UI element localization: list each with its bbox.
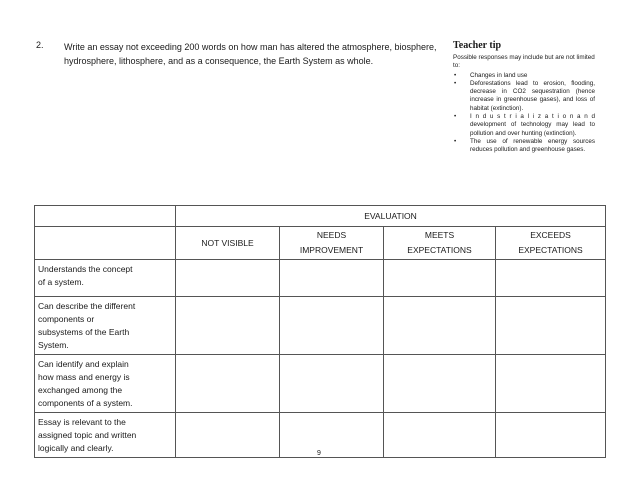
criterion-line: how mass and energy is [38,372,130,382]
rating-cell[interactable] [280,355,384,413]
rating-cell[interactable] [496,355,606,413]
criterion-line: subsystems of the Earth [38,327,130,337]
criterion-cell [35,260,176,297]
bullet-icon: • [454,137,457,145]
criterion-line: Can identify and explain [38,359,129,369]
column-exceeds-expectations [496,227,606,260]
column-label-line2: EXPECTATIONS [518,245,583,255]
evaluation-heading-row [35,206,606,227]
column-not-visible [176,227,280,260]
empty-corner-cell [35,206,176,227]
column-label-line1: NEEDS [316,230,347,240]
column-meets-expectations [384,227,496,260]
criterion-line: System. [38,340,69,350]
rating-cell[interactable] [496,260,606,297]
evaluation-heading: EVALUATION [176,206,606,227]
bullet-icon: • [454,79,457,87]
criterion-line: assigned topic and written [38,430,137,440]
bullet-icon: • [454,71,457,79]
rating-columns-row [35,227,606,260]
tip-item [453,72,595,80]
column-label-line1: EXCEEDS [530,230,571,240]
rating-cell[interactable] [176,297,280,355]
tip-item [453,138,595,155]
criterion-line: of a system. [38,277,84,287]
question-text: Write an essay not exceeding 200 words on how man has altered the atmosphere, biosphere, hydrosphere, lithosphere, and as a consequence, the Earth System as whole. [64,42,437,66]
criterion-line: exchanged among the [38,385,123,395]
rating-cell[interactable] [384,297,496,355]
criterion-line: Can describe the different [38,301,136,311]
empty-corner-cell [35,227,176,260]
criterion-line: Understands the concept [38,264,133,274]
criterion-line: components of a system. [38,398,133,408]
tip-item-text: Changes in land use [470,71,528,79]
criterion-row [35,260,606,297]
column-label-line2: EXPECTATIONS [407,245,472,255]
rating-cell[interactable] [280,297,384,355]
rating-cell[interactable] [176,260,280,297]
rating-cell[interactable] [384,260,496,297]
rating-cell[interactable] [176,355,280,413]
teacher-tip-intro: Possible responses may include but are not limited to: [453,54,595,70]
teacher-tip-list [453,72,595,155]
tip-item-text: The use of renewable energy sources reduces pollution and greenhouse gases. [470,137,595,154]
criterion-line: logically and clearly. [38,443,114,453]
criterion-row [35,297,606,355]
column-label-line1: MEETS [424,230,455,240]
rating-cell[interactable] [280,260,384,297]
criterion-line: Essay is relevant to the [38,417,126,427]
page-number: 9 [317,450,321,457]
bullet-icon: • [454,113,457,121]
tip-item [453,80,595,113]
rating-cell[interactable] [496,297,606,355]
tip-item [453,113,595,138]
teacher-tip-title: Teacher tip [453,40,502,51]
column-label-line1: NOT VISIBLE [201,237,254,248]
rating-cell[interactable] [384,355,496,413]
criterion-row [35,355,606,413]
question-number: 2. [36,40,44,50]
criterion-cell [35,297,176,355]
tip-item-text: I n d u s t r i a l i z a t i o n a n d development of technology may lead to pollution and over hunting (extinction). [470,113,595,137]
criterion-cell [35,355,176,413]
teacher-tip-box [453,40,595,155]
column-needs-improvement [280,227,384,260]
evaluation-rubric-table [34,205,606,458]
column-label-line2: IMPROVEMENT [299,245,364,255]
criterion-line: components or [38,314,95,324]
tip-item-text: Deforestations lead to erosion, flooding, decrease in CO2 sequestration (hence increase in greenhouse gases), and loss of habitat (extinction). [470,79,595,112]
